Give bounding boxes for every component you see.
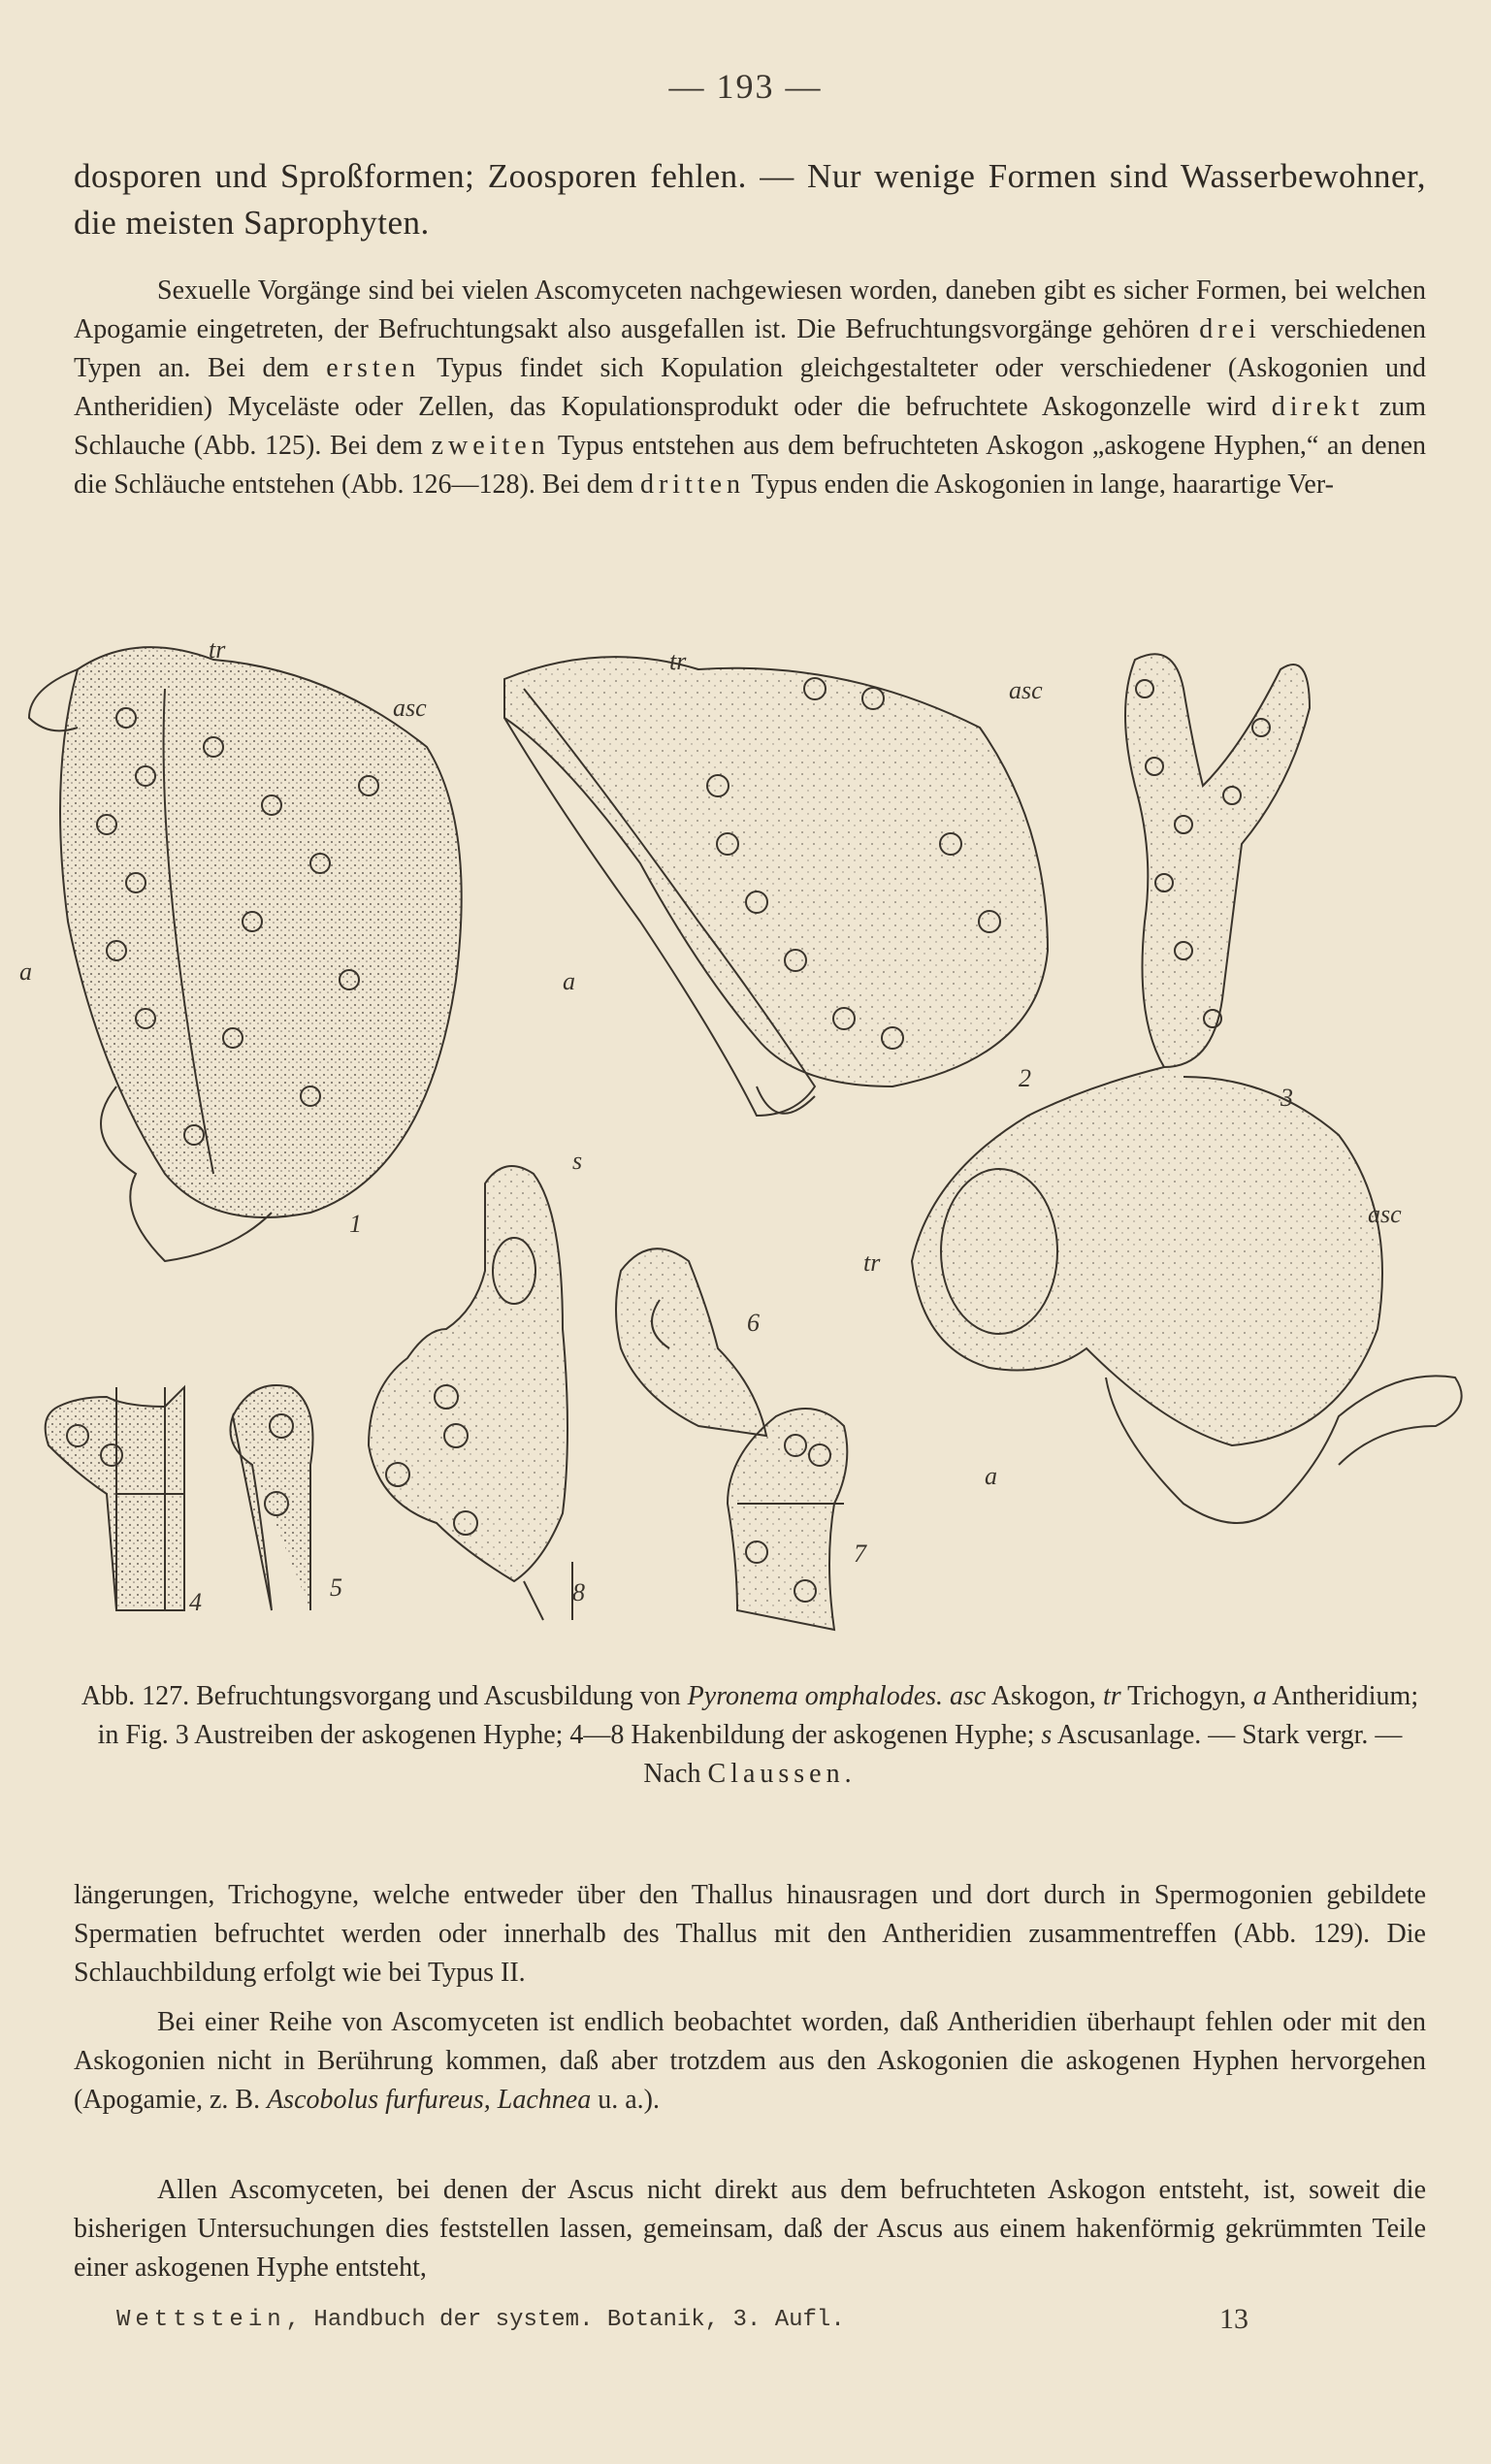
label-asc-fig1: asc [393,694,427,722]
caption-text: Abb. 127. Befruchtungsvorgang und Ascusbildung von [81,1681,688,1711]
spaced-word: ersten [326,353,421,383]
spaced-word: zweiten [431,431,550,461]
label-num-6: 6 [747,1309,760,1337]
paragraph-2 [74,272,1426,504]
label-num-8: 8 [572,1578,585,1606]
caption-species: Pyronema omphalodes. asc [687,1681,987,1711]
figure-6-drawing [616,1248,766,1436]
spaced-word: dritten [639,470,746,500]
paragraph-5: Allen Ascomyceten, bei denen der Ascus nicht direkt aus dem befruchteten Askogon entsteht, ist, soweit die bisherigen Untersuchungen dies feststellen lassen, gemeinsam, daß der Ascus aus einem hakenförmig gekrümmten Teile einer askogenen Hyphe entsteht, [74,2175,1426,2283]
footer-book-title: , Handbuch der system. Botanik, 3. Aufl. [285,2307,845,2333]
label-num-4: 4 [189,1588,202,1616]
figure-127-illustration [19,631,1475,1678]
label-num-2: 2 [1019,1064,1031,1092]
caption-abbrev: tr [1102,1681,1121,1711]
figure-5-drawing [231,1385,313,1610]
text-run: verschiedenen Typen an. Bei dem [74,314,1426,383]
caption-text: Askogon, [986,1681,1103,1711]
text-run: Typus findet sich Kopulation gleichgestalteter oder verschiedener (Askogonien und Antheridien) Myceläste oder Zellen, das Kopulationsprodukt oder die befruchtete Askogonzelle wird [74,353,1427,422]
text-run: Sexuelle Vorgänge sind bei vielen Ascomyceten nachgewiesen worden, daneben gibt es sicher Formen, bei welchen Apogamie eingetreten, der Befruchtungsakt also ausgefallen ist. Die Befruchtungsvorgänge gehören [74,276,1426,344]
text-run: u. a.). [591,2085,660,2115]
footer-author: Wettstein [116,2307,286,2333]
paragraph-1: dosporen und Sproßformen; Zoosporen fehlen. — Nur wenige Formen sind Wasserbewohner, die meisten Saprophyten. [74,157,1426,242]
figure-2-drawing [504,657,1048,1116]
paragraph-4 [74,2003,1426,2120]
text-run: Typus entstehen aus dem befruchteten Askogon „askogene Hyphen,“ an denen die Schläuche entstehen (Abb. 126—128). Bei dem [74,431,1427,500]
figure-1-drawing [29,647,462,1261]
figure-caption [74,1677,1426,1794]
caption-text: Ascusanlage. — Stark vergr. — Nach [643,1720,1403,1789]
figure-8-drawing [369,1166,572,1620]
label-a-fig3: a [985,1462,997,1490]
caption-abbrev: a [1252,1681,1267,1711]
label-asc-fig2: asc [1009,676,1043,704]
label-num-7: 7 [854,1540,866,1568]
label-a-fig2: a [563,967,575,995]
caption-text: Antheridium; in Fig. 3 Austreiben der askogenen Hyphe; 4—8 Hakenbildung der askogenen Hyphe; [97,1681,1419,1750]
spaced-word: drei [1199,314,1261,344]
label-tr-fig1: tr [209,635,226,664]
spaced-word: direkt [1271,392,1365,422]
caption-abbrev: s [1041,1720,1053,1750]
label-num-1: 1 [349,1210,362,1238]
label-tr-fig2: tr [669,647,687,675]
page-footer [116,2307,1280,2333]
text-run: zum Schlauche (Abb. 125). Bei dem [74,392,1426,461]
paragraph-3: längerungen, Trichogyne, welche entweder über den Thallus hinausragen und dort durch in Spermogonien gebildete Spermatien befruchtet werden oder innerhalb des Thallus mit den Antheridien zusammentreffen (Abb. 129). Die Schlauchbildung erfolgt wie bei Typus II. [74,1880,1426,1988]
text-run: Typus enden die Askogonien in lange, haarartige Ver- [745,470,1334,500]
label-a-fig1: a [19,957,32,986]
caption-author: Claussen. [707,1759,857,1789]
species-names: Ascobolus furfureus, Lachnea [267,2085,592,2115]
label-num-3: 3 [1280,1084,1293,1112]
caption-text: Trichogyn, [1120,1681,1253,1711]
figure-4-drawing [46,1387,184,1610]
label-asc-fig3: asc [1368,1200,1402,1228]
sheet-number: 13 [1219,2303,1248,2335]
text-run: Bei einer Reihe von Ascomyceten ist endlich beobachtet worden, daß Antheridien überhaupt fehlen oder mit den Askogonien nicht in Berührung kommen, daß aber trotzdem aus den Askogonien die askogenen Hyphen hervorgehen (Apogamie, z. B. [74,2007,1426,2115]
figure-7-drawing [728,1409,847,1630]
label-s: s [572,1147,583,1175]
label-tr-fig3: tr [863,1248,881,1277]
page-number: — 193 — [668,67,823,106]
label-num-5: 5 [330,1573,342,1602]
